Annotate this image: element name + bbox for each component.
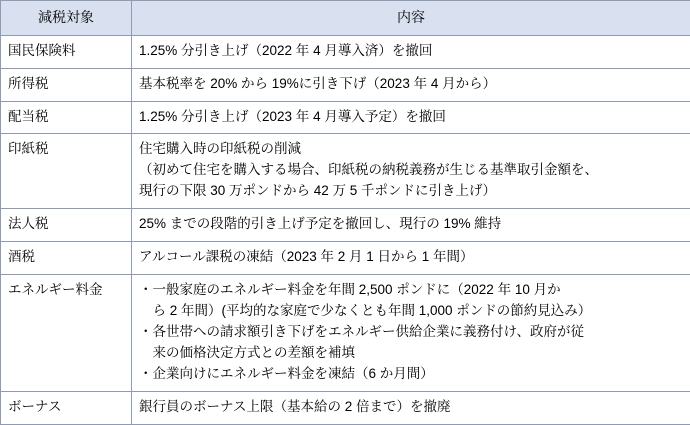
table-header	[1, 1, 690, 36]
content-line: 来の価格決定方式との差額を補填	[139, 343, 683, 364]
content-line: ら 2 年間）(平均的な家庭で少なくとも年間 1,000 ポンドの節約見込み）	[139, 301, 683, 322]
content-line: 現行の下限 30 万ポンドから 42 万 5 千ポンドに引き上げ）	[139, 181, 683, 202]
row-content	[132, 275, 690, 392]
content-line: 25% までの段階的引き上げ予定を撤回し、現行の 19% 維持	[139, 214, 683, 235]
content-line: 基本税率を 20% から 19%に引き下げ（2023 年 4 月から）	[139, 74, 683, 95]
row-content	[132, 68, 690, 101]
row-content	[132, 101, 690, 134]
row-content	[132, 391, 690, 424]
row-content	[132, 242, 690, 275]
table-header-row	[1, 1, 690, 36]
content-line: 1.25% 分引き上げ（2023 年 4 月導入予定）を撤回	[139, 107, 683, 128]
row-label: 印紙税	[1, 134, 132, 209]
column-header-content: 内容	[132, 1, 690, 36]
row-label: ボーナス	[1, 391, 132, 424]
table-row	[1, 242, 690, 275]
content-line: ・企業向けにエネルギー料金を凍結（6 か月間）	[139, 364, 683, 385]
table-row	[1, 68, 690, 101]
content-line: 1.25% 分引き上げ（2022 年 4 月導入済）を撤回	[139, 41, 683, 62]
row-content	[132, 209, 690, 242]
row-label: エネルギー料金	[1, 275, 132, 392]
row-label: 酒税	[1, 242, 132, 275]
table-row	[1, 35, 690, 68]
row-label: 配当税	[1, 101, 132, 134]
content-line: ・各世帯への請求額引き下げをエネルギー供給企業に義務付け、政府が従	[139, 322, 683, 343]
content-line: 銀行員のボーナス上限（基本給の 2 倍まで）を撤廃	[139, 397, 683, 418]
table-row	[1, 275, 690, 392]
table-row	[1, 134, 690, 209]
row-content	[132, 35, 690, 68]
row-label: 法人税	[1, 209, 132, 242]
content-line: ・一般家庭のエネルギー料金を年間 2,500 ポンドに（2022 年 10 月か	[139, 280, 683, 301]
content-line: 住宅購入時の印紙税の削減	[139, 139, 683, 160]
table-body	[1, 35, 690, 424]
table-row	[1, 101, 690, 134]
row-label: 所得税	[1, 68, 132, 101]
row-content	[132, 134, 690, 209]
table-row	[1, 209, 690, 242]
column-header-target: 減税対象	[1, 1, 132, 36]
content-line: （初めて住宅を購入する場合、印紙税の納税義務が生じる基準取引金額を、	[139, 160, 683, 181]
row-label: 国民保険料	[1, 35, 132, 68]
table-row	[1, 391, 690, 424]
content-line: アルコール課税の凍結（2023 年 2 月 1 日から 1 年間）	[139, 247, 683, 268]
